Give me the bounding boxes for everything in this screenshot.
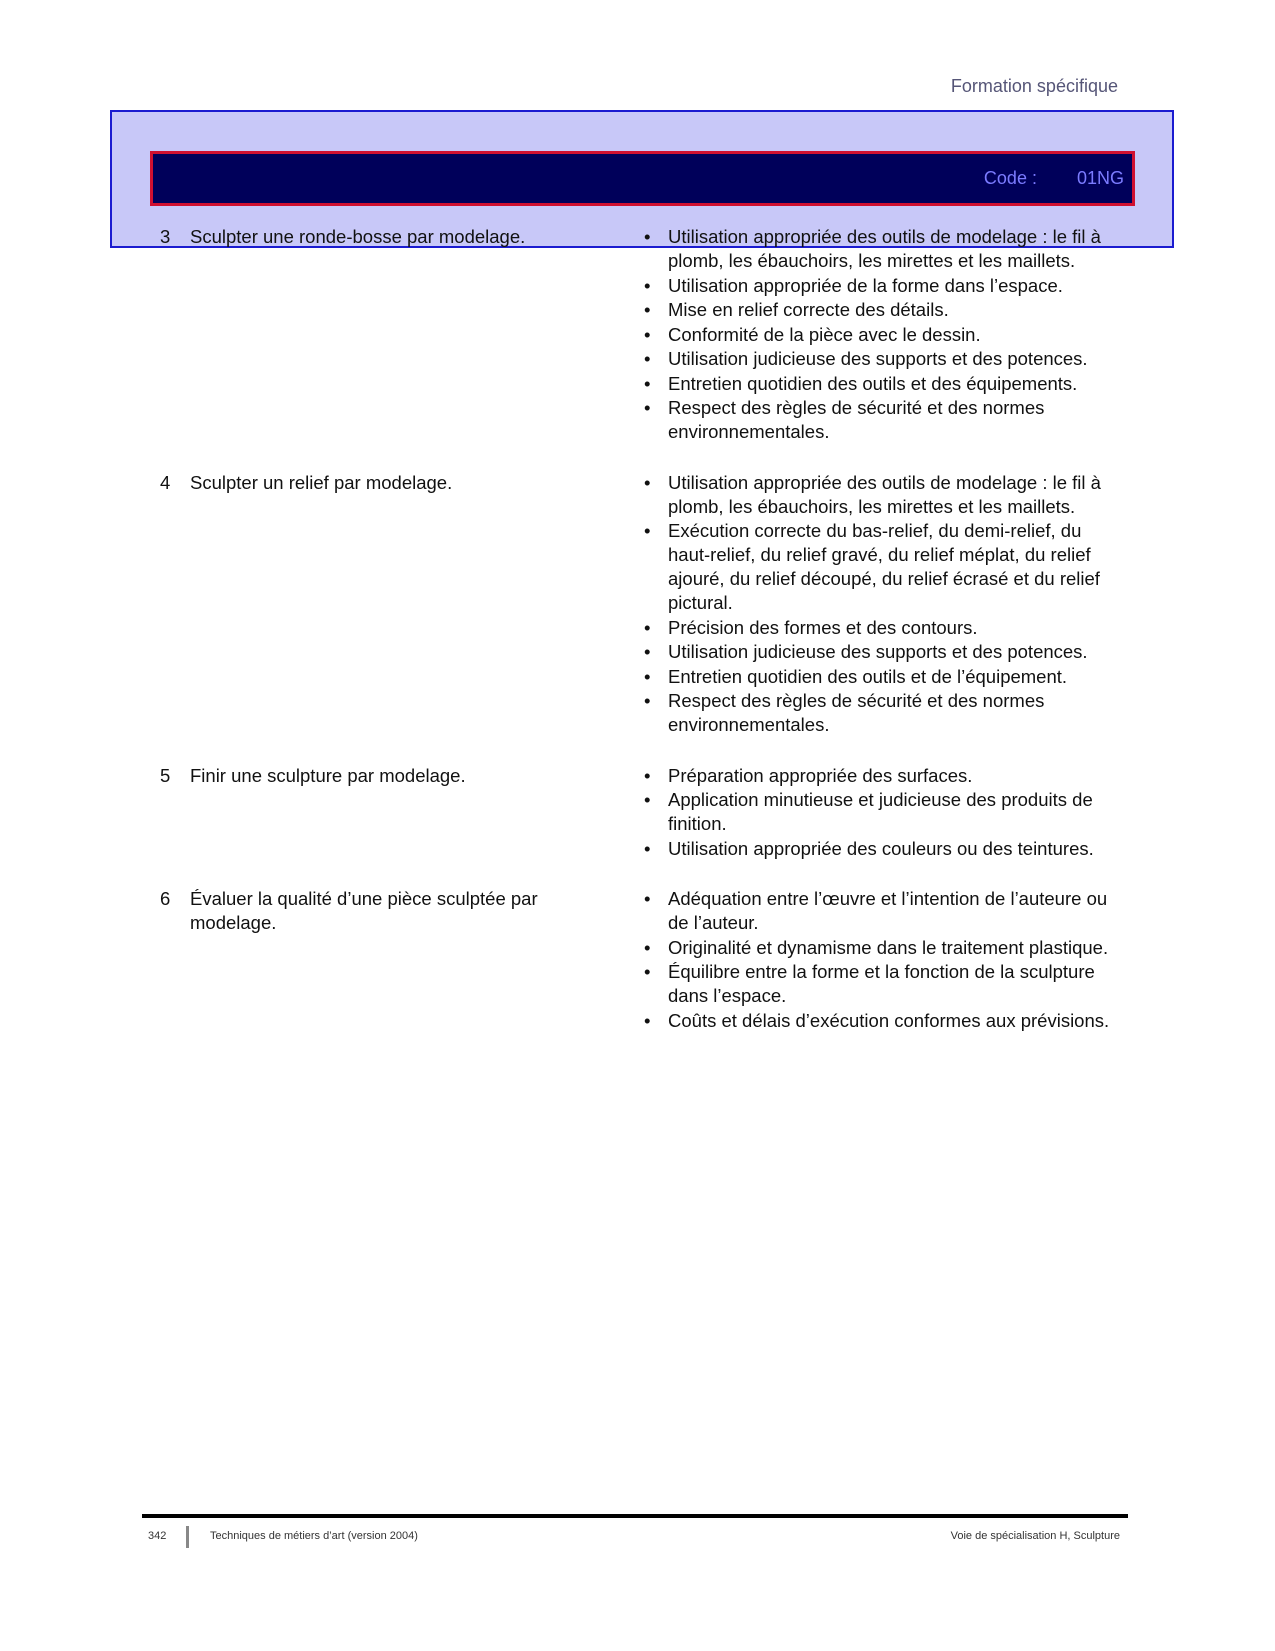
criterion: • Application minutieuse et judicieuse des produits de finition. [644, 789, 1093, 834]
criterion: • Respect des règles de sécurité et des normes environnementales. [644, 397, 1045, 442]
bullet-icon: • [644, 665, 651, 687]
steps-table [160, 225, 1120, 1059]
criterion: • Utilisation appropriée des outils de modelage : le fil à plomb, les ébauchoirs, les mirettes et les maillets. [644, 471, 1101, 517]
step-number: 4 [160, 471, 171, 493]
bullet-icon: • [644, 837, 651, 859]
step-row-4 [160, 471, 1120, 738]
section-label: Formation spécifique [950, 76, 1118, 96]
page-number: 342 [148, 1530, 167, 1542]
criterion: • Préparation appropriée des surfaces. [644, 764, 973, 786]
criterion: • Entretien quotidien des outils et de l’équipement. [644, 665, 1068, 687]
step-number: 6 [160, 888, 171, 909]
bullet-icon: • [644, 789, 651, 810]
criterion: • Utilisation appropriée des couleurs ou des teintures. [644, 837, 1094, 859]
step-row-5 [160, 764, 1120, 862]
criterion: • Respect des règles de sécurité et des normes environnementales. [644, 690, 1045, 735]
step-label: Sculpter une ronde-bosse par modelage. [190, 226, 526, 247]
code-bar [150, 151, 1135, 206]
step-label: Sculpter un relief par modelage. [190, 471, 453, 493]
criterion: • Coûts et délais d’exécution conformes aux prévisions. [644, 1009, 1110, 1031]
bullet-icon: • [644, 888, 651, 909]
step-row-6 [160, 887, 1120, 1033]
criterion: • Utilisation judicieuse des supports et des potences. [644, 348, 1088, 369]
bullet-icon: • [644, 520, 651, 541]
criteria-list [640, 471, 1110, 738]
code-text [984, 168, 1124, 189]
document-title: Techniques de métiers d’art (version 2004) [210, 1530, 418, 1542]
criterion: • Entretien quotidien des outils et des équipements. [644, 372, 1078, 394]
step-3 [160, 225, 640, 249]
bullet-icon: • [644, 936, 651, 958]
footer-rule [142, 1514, 1128, 1518]
bullet-icon: • [644, 372, 651, 394]
bullet-icon: • [644, 274, 651, 296]
criteria-list [640, 225, 1110, 445]
bullet-icon: • [644, 1009, 651, 1031]
bullet-icon: • [644, 397, 651, 418]
step-5 [160, 764, 640, 788]
footer-divider [186, 1526, 189, 1548]
step-6 [160, 887, 640, 935]
bullet-icon: • [644, 764, 651, 786]
criteria-list [640, 764, 1110, 862]
criterion: • Conformité de la pièce avec le dessin. [644, 323, 981, 345]
step-label: Évaluer la qualité d’une pièce sculptée par modelage. [190, 888, 538, 933]
criterion: • Utilisation appropriée de la forme dans l’espace. [644, 274, 1063, 296]
code-value: 01NG [1076, 168, 1124, 188]
bullet-icon: • [644, 323, 651, 345]
criterion: • Utilisation appropriée des outils de modelage : le fil à plomb, les ébauchoirs, les mirettes et les maillets. [644, 226, 1101, 271]
criterion: • Utilisation judicieuse des supports et des potences. [644, 641, 1088, 662]
bullet-icon: • [644, 690, 651, 711]
criteria-list [640, 887, 1110, 1033]
criterion: • Équilibre entre la forme et la fonction de la sculpture dans l’espace. [644, 961, 1095, 1006]
bullet-icon: • [644, 471, 651, 493]
criterion: • Exécution correcte du bas-relief, du demi-relief, du haut-relief, du relief gravé, du relief méplat, du relief ajouré, du relief découpé, du relief écrasé et du relief pictural. [644, 520, 1100, 613]
criterion: • Précision des formes et des contours. [644, 616, 978, 638]
bullet-icon: • [644, 641, 651, 662]
code-label: Code : [983, 168, 1037, 188]
step-number: 5 [160, 764, 171, 786]
step-4 [160, 471, 640, 495]
step-number: 3 [160, 226, 171, 247]
criterion: • Originalité et dynamisme dans le traitement plastique. [644, 936, 1109, 958]
specialisation-track: Voie de spécialisation H, Sculpture [950, 1530, 1120, 1542]
bullet-icon: • [644, 299, 651, 320]
criterion: • Mise en relief correcte des détails. [644, 299, 949, 320]
step-row-3 [160, 225, 1120, 445]
bullet-icon: • [644, 226, 651, 247]
criterion: • Adéquation entre l’œuvre et l’intention de l’auteure ou de l’auteur. [644, 888, 1108, 933]
bullet-icon: • [644, 616, 651, 638]
step-label: Finir une sculpture par modelage. [190, 764, 466, 786]
bullet-icon: • [644, 348, 651, 369]
bullet-icon: • [644, 961, 651, 982]
footer [148, 1530, 1120, 1544]
